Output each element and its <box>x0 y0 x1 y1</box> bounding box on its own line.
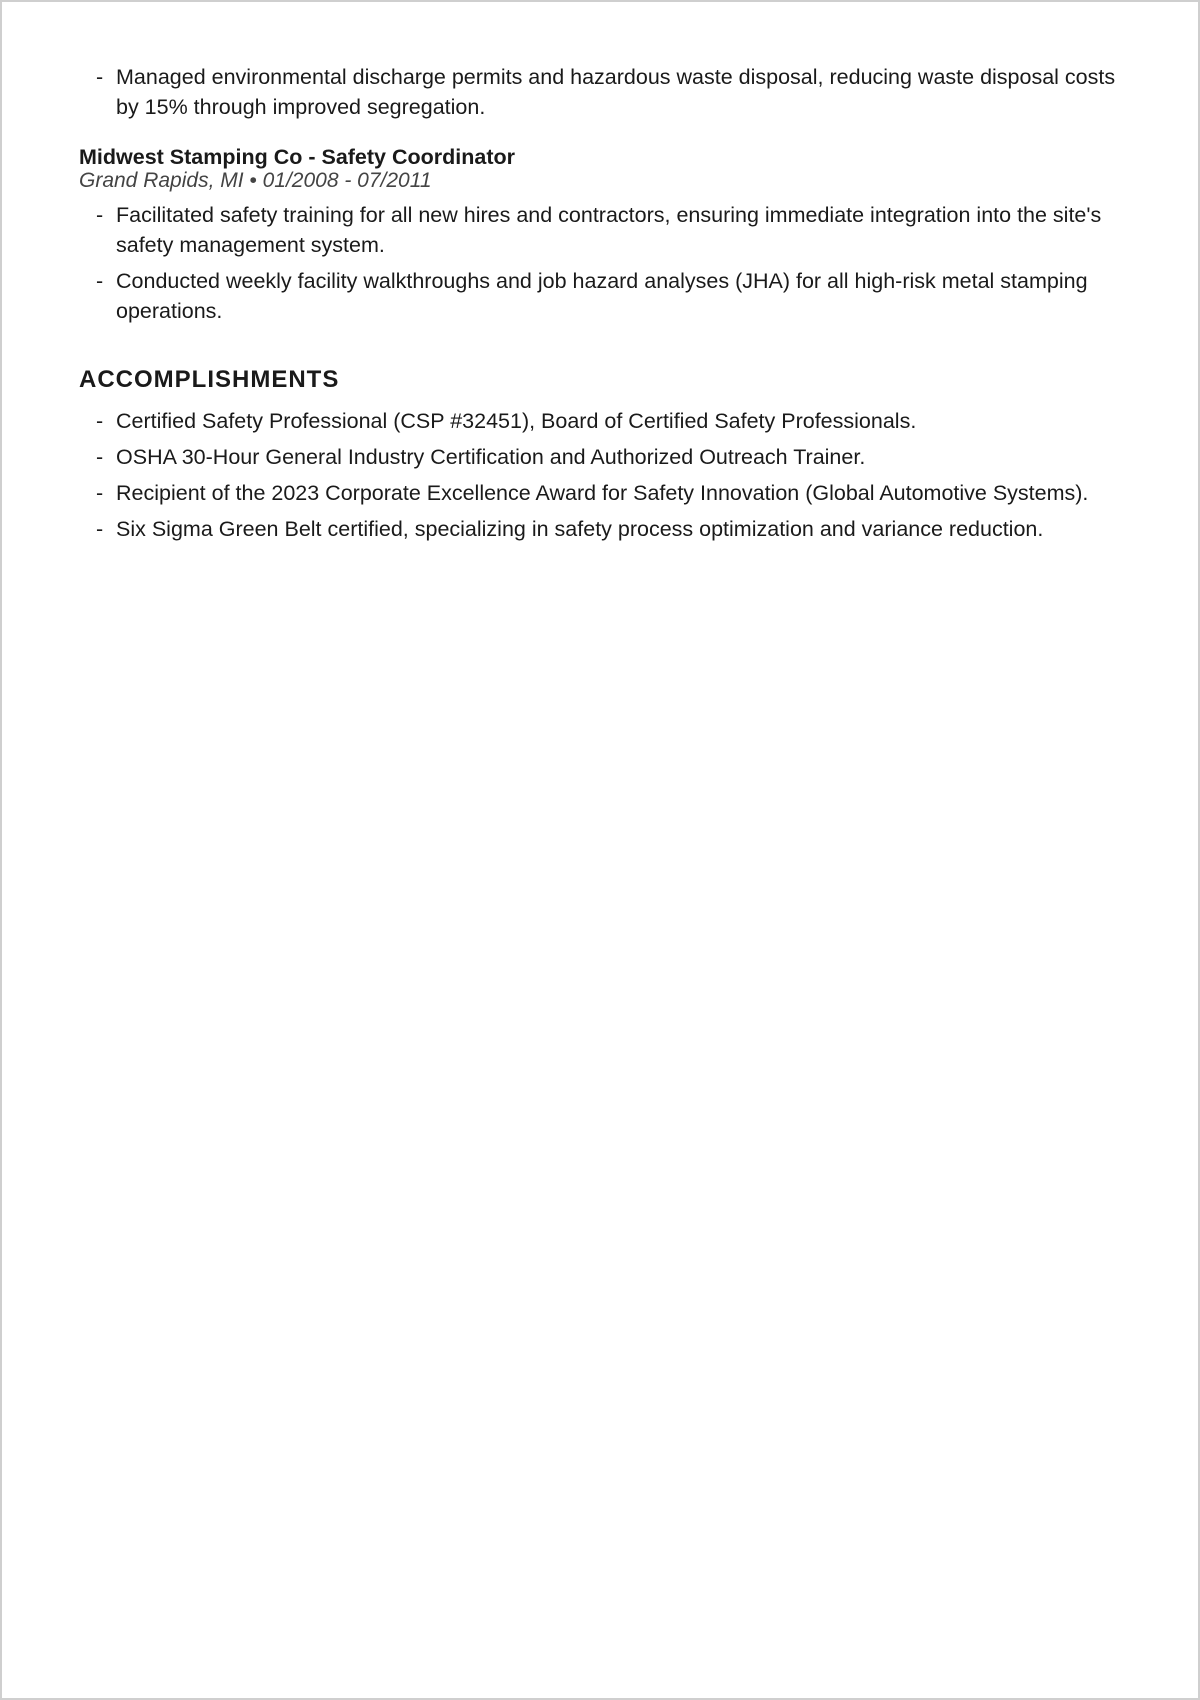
list-item <box>79 62 1124 122</box>
bullet-text: Recipient of the 2023 Corporate Excellence Award for Safety Innovation (Global Automotive Systems). <box>116 481 1089 505</box>
bullet-marker: - <box>96 517 104 541</box>
bullet-text: Six Sigma Green Belt certified, specializing in safety process optimization and variance reduction. <box>116 517 1044 541</box>
bullet-text: Managed environmental discharge permits and hazardous waste disposal, reducing waste disposal costs by 15% through improved segregation. <box>116 65 1116 119</box>
list-item <box>79 478 1124 508</box>
bullet-text: Facilitated safety training for all new hires and contractors, ensuring immediate integration into the site's safety management system. <box>116 203 1102 257</box>
section-heading-accomplishments: ACCOMPLISHMENTS <box>79 366 340 393</box>
bullet-marker: - <box>96 409 104 433</box>
previous-job-bullets <box>79 62 1124 122</box>
list-item <box>79 442 1124 472</box>
bullet-marker: - <box>96 203 104 227</box>
job-bullets <box>79 200 1124 326</box>
list-item <box>79 266 1124 326</box>
job-title: Midwest Stamping Co - Safety Coordinator <box>79 145 515 169</box>
bullet-marker: - <box>96 65 104 89</box>
bullet-marker: - <box>96 445 104 469</box>
bullet-text: Conducted weekly facility walkthroughs and job hazard analyses (JHA) for all high-risk metal stamping operations. <box>116 269 1088 323</box>
bullet-text: OSHA 30-Hour General Industry Certification and Authorized Outreach Trainer. <box>116 445 866 469</box>
resume-content <box>79 62 1124 550</box>
list-item <box>79 200 1124 260</box>
bullet-text: Certified Safety Professional (CSP #32451), Board of Certified Safety Professionals. <box>116 409 917 433</box>
job-location-dates: Grand Rapids, MI • 01/2008 - 07/2011 <box>79 169 432 192</box>
job-entry <box>79 145 1124 326</box>
bullet-marker: - <box>96 269 104 293</box>
list-item <box>79 514 1124 544</box>
accomplishments-list <box>79 406 1124 544</box>
bullet-marker: - <box>96 481 104 505</box>
list-item <box>79 406 1124 436</box>
